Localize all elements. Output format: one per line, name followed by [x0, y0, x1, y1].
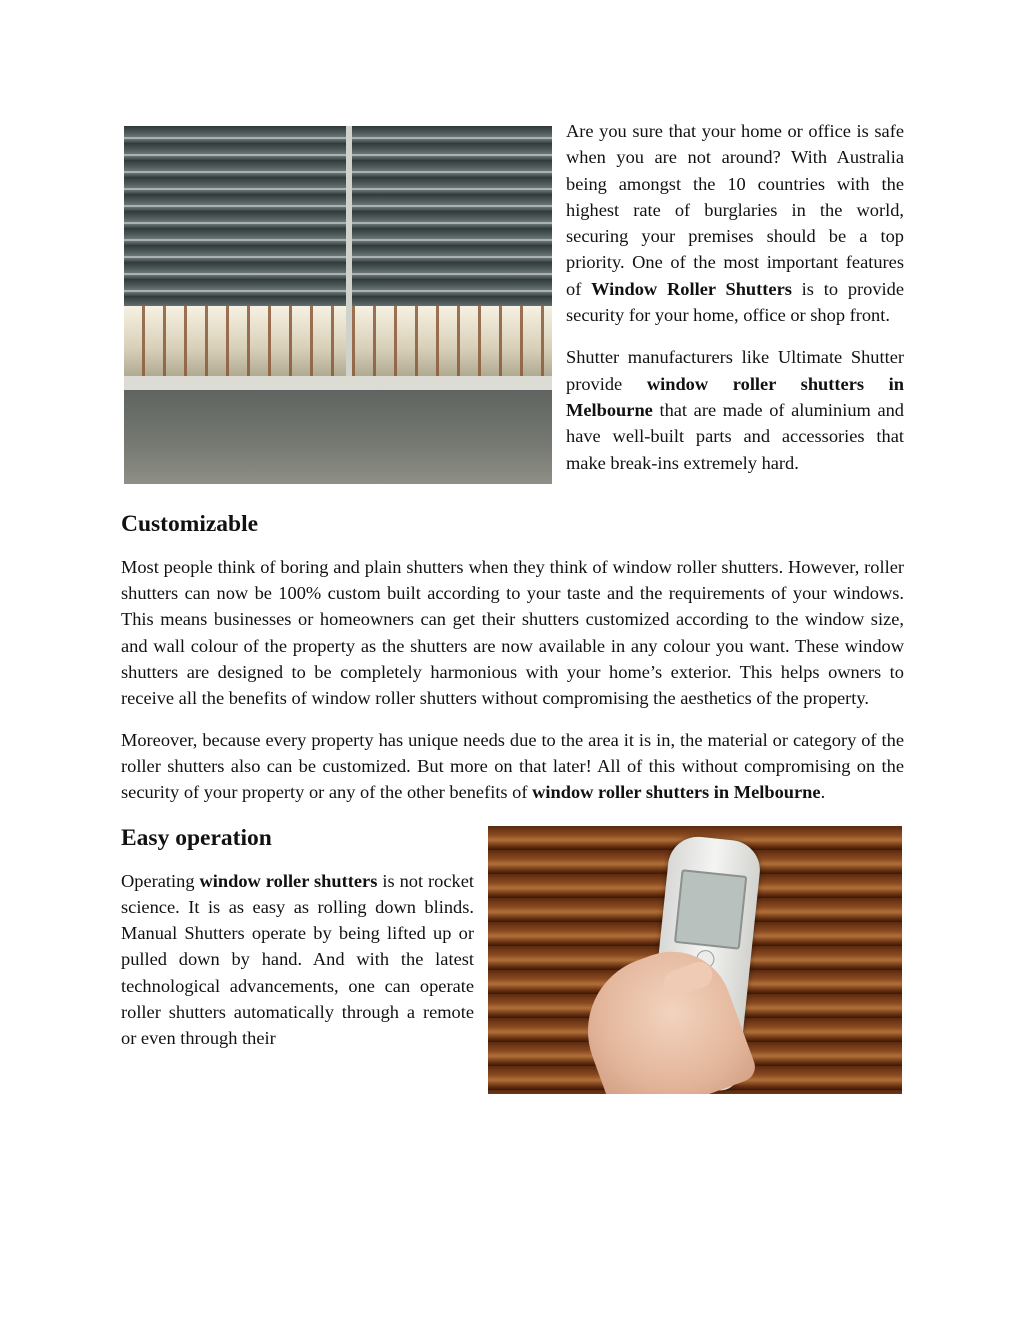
shutter-slats	[124, 126, 552, 306]
customizable-paragraph-1: Most people think of boring and plain shutters when they think of window roller shutters. However, roller shutters can now be 100% custom built according to your taste and the requirements of your windows. This means businesses or homeowners can get their shutters customized according to the window size, and wall colour of the property as the shutters are now available in any colour you want. These window shutters are designed to be completely harmonious with your home’s exterior. This helps owners to receive all the benefits of window roller shutters without compromising the aesthetics of the property.	[121, 556, 904, 709]
melbourne-shutters-highlight-2: window roller shutters in Melbourne	[532, 782, 821, 803]
easy-operation-heading: Easy operation	[121, 824, 272, 851]
remote-control-photo	[488, 826, 902, 1094]
intro-section	[121, 118, 904, 476]
remote-screen	[674, 869, 747, 949]
document-page	[121, 118, 904, 1094]
intro-paragraph-1: Are you sure that your home or office is safe when you are not around? With Australia being amongst the 10 countries with the highest rate of burglaries in the world, securing your premises should be a top priority. One of the most important features of Window Roller Shutters is to provide security for your home, office or shop front.	[566, 121, 904, 326]
window-sill	[124, 376, 552, 390]
customizable-heading: Customizable	[121, 510, 259, 537]
customizable-paragraph-2: Moreover, because every property has unique needs due to the area it is in, the material or category of the roller shutters also can be customized. But more on that later! All of this without compromising on the security of your property or any of the other benefits of window roller shutters in Melbourne.	[121, 729, 904, 803]
window-shutter-photo	[124, 126, 552, 484]
intro-paragraph-2: Shutter manufacturers like Ultimate Shutter provide window roller shutters in Melbourne that are made of aluminium and have well-built parts and accessories that make break-ins extremely hard.	[566, 347, 904, 473]
window-roller-shutters-highlight-2: window roller shutters	[199, 870, 378, 891]
customizable-section	[121, 509, 904, 806]
window-roller-shutters-highlight: Window Roller Shutters	[591, 278, 792, 299]
easy-operation-paragraph-1: Operating window roller shutters is not rocket science. It is as easy as rolling down blinds. Manual Shutters operate by being lifted up or pulled down by hand. And with the latest technological advancements, one can operate roller shutters automatically through a remote or even through their	[121, 870, 475, 1049]
interior-wall	[124, 390, 552, 484]
melbourne-shutters-highlight: window roller shutters in Melbourne	[566, 373, 904, 420]
easy-operation-section	[121, 823, 904, 1052]
window-frame-divider	[346, 126, 352, 386]
